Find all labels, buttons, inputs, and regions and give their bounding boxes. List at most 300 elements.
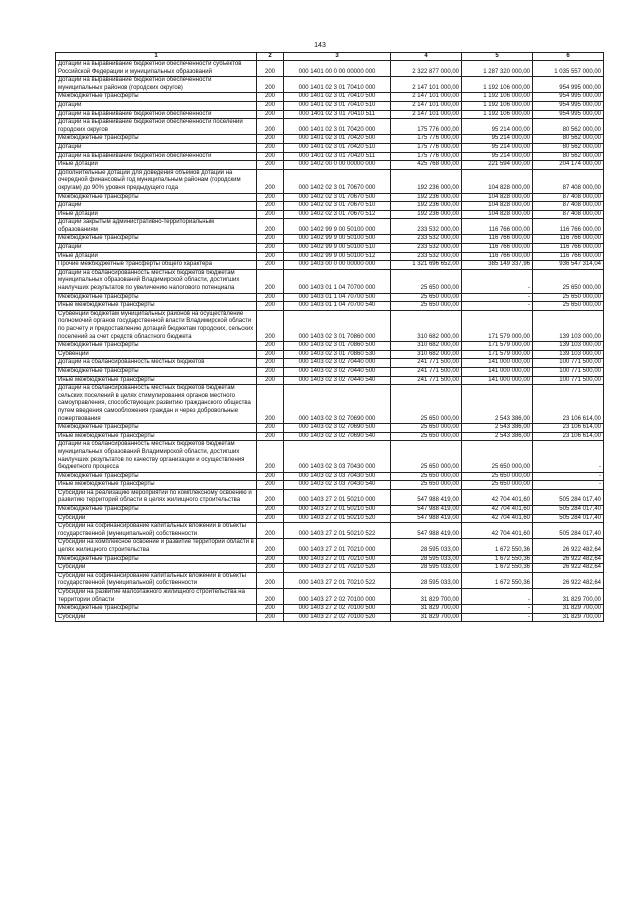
table-row (56, 261, 604, 270)
row-value-col5: 385 149 337,96 (462, 261, 533, 270)
row-name: Иные дотации (56, 210, 257, 219)
row-value-col6: 26 922 482,64 (533, 539, 604, 555)
row-value-col4: 547 988 419,00 (391, 514, 462, 523)
row-line-code: 200 (257, 506, 284, 515)
header-col-2: 2 (257, 53, 284, 61)
row-name: Межбюджетные трансферты (56, 193, 257, 202)
row-line-code: 200 (257, 613, 284, 622)
row-value-col6: 25 650 000,00 (533, 293, 604, 302)
row-value-col6: 80 562 000,00 (533, 143, 604, 152)
row-name: Субсидии на софинансирование капитальных вложений в объекты государственной (муниципальной) собственности (56, 523, 257, 539)
row-value-col5: 1 192 106 000,00 (462, 110, 533, 119)
row-line-code: 200 (257, 293, 284, 302)
row-value-col6: 31 829 700,00 (533, 589, 604, 605)
header-col-6: 6 (533, 53, 604, 61)
row-value-col5: 2 543 386,00 (462, 432, 533, 441)
row-value-col6: 23 106 614,00 (533, 432, 604, 441)
row-value-col6: 139 103 000,00 (533, 310, 604, 341)
row-value-col5: 1 672 550,36 (462, 564, 533, 573)
row-value-col6: 954 995 000,00 (533, 101, 604, 110)
row-line-code: 200 (257, 93, 284, 102)
row-value-col5: 141 000 000,00 (462, 359, 533, 368)
row-value-col5: 116 766 000,00 (462, 244, 533, 253)
row-line-code: 200 (257, 161, 284, 170)
row-value-col5: 2 543 386,00 (462, 385, 533, 424)
row-name: Межбюджетные трансферты (56, 93, 257, 102)
row-line-code: 200 (257, 110, 284, 119)
row-budget-code: 000 1401 02 3 01 70410 500 (284, 93, 391, 102)
row-name: Межбюджетные трансферты (56, 135, 257, 144)
row-line-code: 200 (257, 119, 284, 135)
row-line-code: 200 (257, 310, 284, 341)
row-value-col5: 95 214 000,00 (462, 152, 533, 161)
row-value-col6: 80 562 000,00 (533, 119, 604, 135)
table-row (56, 489, 604, 505)
table-row (56, 143, 604, 152)
row-value-col4: 25 650 000,00 (391, 385, 462, 424)
row-value-col5: 1 672 550,36 (462, 572, 533, 588)
row-value-col6: 31 829 700,00 (533, 605, 604, 614)
row-budget-code: 000 1403 02 3 03 70430 500 (284, 472, 391, 481)
row-line-code: 200 (257, 143, 284, 152)
row-value-col4: 31 829 700,00 (391, 589, 462, 605)
row-line-code: 200 (257, 359, 284, 368)
table-row (56, 293, 604, 302)
row-value-col6: 116 766 000,00 (533, 235, 604, 244)
row-value-col5: 104 828 000,00 (462, 202, 533, 211)
row-value-col6: 87 408 000,00 (533, 193, 604, 202)
table-row (56, 481, 604, 490)
row-budget-code: 000 1403 27 2 02 70100 520 (284, 613, 391, 622)
row-value-col4: 2 147 101 000,00 (391, 110, 462, 119)
row-name: Иные межбюджетные трансферты (56, 481, 257, 490)
row-value-col4: 25 650 000,00 (391, 481, 462, 490)
row-name: Дотации на сбалансированность местных бюджетов бюджетам сельских поселений в целях стимулирования органов местного самоуправления, способствующих развитию гражданского общества путем введения самообложения граждан и через добровольные пожертвования (56, 385, 257, 424)
row-budget-code: 000 1403 27 2 01 70210 522 (284, 572, 391, 588)
row-value-col4: 175 776 000,00 (391, 152, 462, 161)
row-budget-code: 000 1403 02 3 02 70690 540 (284, 432, 391, 441)
row-value-col4: 2 147 101 000,00 (391, 101, 462, 110)
row-name: Прочие межбюджетные трансферты общего характера (56, 261, 257, 270)
table-row (56, 472, 604, 481)
row-line-code: 200 (257, 605, 284, 614)
table-row (56, 589, 604, 605)
row-value-col6: 116 766 000,00 (533, 244, 604, 253)
table-row (56, 119, 604, 135)
row-line-code: 200 (257, 572, 284, 588)
row-value-col6: 87 408 000,00 (533, 210, 604, 219)
row-line-code: 200 (257, 539, 284, 555)
row-budget-code: 000 1402 02 3 01 70670 512 (284, 210, 391, 219)
row-value-col5: 116 766 000,00 (462, 252, 533, 261)
row-budget-code: 000 1403 02 3 02 70440 540 (284, 376, 391, 385)
table-row (56, 244, 604, 253)
row-line-code: 200 (257, 210, 284, 219)
row-name: Межбюджетные трансферты (56, 555, 257, 564)
table-row (56, 424, 604, 433)
row-name: Межбюджетные трансферты (56, 293, 257, 302)
row-value-col5: 95 214 000,00 (462, 135, 533, 144)
table-row (56, 572, 604, 588)
row-value-col4: 233 532 000,00 (391, 219, 462, 235)
row-budget-code: 000 1402 02 3 01 70670 000 (284, 169, 391, 193)
row-name: Межбюджетные трансферты (56, 367, 257, 376)
row-value-col5: 1 192 106 000,00 (462, 77, 533, 93)
table-row (56, 555, 604, 564)
row-budget-code: 000 1402 99 9 00 50100 512 (284, 252, 391, 261)
row-value-col5: 95 214 000,00 (462, 143, 533, 152)
row-value-col5: 25 650 000,00 (462, 441, 533, 472)
row-value-col6: 25 650 000,00 (533, 269, 604, 293)
row-value-col6: 139 103 000,00 (533, 350, 604, 359)
row-value-col4: 25 650 000,00 (391, 293, 462, 302)
row-value-col6: 23 106 614,00 (533, 385, 604, 424)
row-value-col5: - (462, 589, 533, 605)
row-name: Межбюджетные трансферты (56, 424, 257, 433)
row-line-code: 200 (257, 472, 284, 481)
row-budget-code: 000 1403 00 0 00 00000 000 (284, 261, 391, 270)
row-budget-code: 000 1402 99 9 00 50100 510 (284, 244, 391, 253)
table-row (56, 432, 604, 441)
row-name: Дотации на выравнивание бюджетной обеспеченности субъектов Российской Федерации и муниципальных образований (56, 61, 257, 77)
row-name: Дотации на сбалансированность местных бюджетов (56, 359, 257, 368)
row-name: Субвенции бюджетам муниципальных районов на осуществление полномочий органов государственной власти Владимирской области по расчету и предоставлению дотаций бюджетам городских, сельских поселений за счет средств областного бюджета (56, 310, 257, 341)
row-budget-code: 000 1403 27 2 02 70100 000 (284, 589, 391, 605)
table-row (56, 101, 604, 110)
row-value-col4: 241 771 500,00 (391, 367, 462, 376)
row-budget-code: 000 1403 27 2 01 50210 522 (284, 523, 391, 539)
row-value-col4: 28 595 033,00 (391, 564, 462, 573)
row-budget-code: 000 1401 02 3 01 70420 000 (284, 119, 391, 135)
row-value-col5: 104 828 000,00 (462, 193, 533, 202)
row-name: Дотации на сбалансированность местных бюджетов бюджетам муниципальных образований Владимирской области, достигших наилучших результатов по увеличению налогового потенциала (56, 269, 257, 293)
row-budget-code: 000 1403 27 2 02 70100 500 (284, 605, 391, 614)
row-value-col5: 42 704 401,60 (462, 506, 533, 515)
row-line-code: 200 (257, 589, 284, 605)
row-value-col4: 547 988 419,00 (391, 506, 462, 515)
row-line-code: 200 (257, 342, 284, 351)
row-value-col6: 139 103 000,00 (533, 342, 604, 351)
row-value-col4: 25 650 000,00 (391, 302, 462, 311)
row-value-col5: 171 579 000,00 (462, 310, 533, 341)
row-value-col6: 505 284 017,40 (533, 523, 604, 539)
row-line-code: 200 (257, 514, 284, 523)
table-row (56, 441, 604, 472)
row-name: Дотации (56, 143, 257, 152)
row-value-col5: 25 650 000,00 (462, 472, 533, 481)
budget-table (55, 52, 604, 622)
row-value-col4: 175 776 000,00 (391, 135, 462, 144)
row-value-col4: 31 829 700,00 (391, 613, 462, 622)
row-value-col6: - (533, 472, 604, 481)
row-name: Дотации (56, 101, 257, 110)
row-name: Межбюджетные трансферты (56, 472, 257, 481)
row-value-col6: 23 106 614,00 (533, 424, 604, 433)
header-col-4: 4 (391, 53, 462, 61)
row-value-col6: 100 771 500,00 (533, 376, 604, 385)
row-value-col5: 95 214 000,00 (462, 119, 533, 135)
table-row (56, 269, 604, 293)
row-budget-code: 000 1403 01 1 04 70700 500 (284, 293, 391, 302)
row-value-col6: 505 284 017,40 (533, 506, 604, 515)
row-value-col4: 192 236 000,00 (391, 193, 462, 202)
row-budget-code: 000 1403 27 2 01 70210 000 (284, 539, 391, 555)
row-value-col6: 505 284 017,40 (533, 489, 604, 505)
row-value-col5: 1 192 106 000,00 (462, 93, 533, 102)
row-name: Субсидии на развитие малоэтажного жилищного строительства на территории области (56, 589, 257, 605)
row-name: Субсидии (56, 514, 257, 523)
row-value-col4: 233 532 000,00 (391, 244, 462, 253)
table-row (56, 77, 604, 93)
row-value-col4: 310 682 000,00 (391, 310, 462, 341)
row-line-code: 200 (257, 252, 284, 261)
table-row (56, 235, 604, 244)
row-budget-code: 000 1403 02 3 02 70690 000 (284, 385, 391, 424)
row-name: Межбюджетные трансферты (56, 605, 257, 614)
row-name: Субсидии на комплексное освоение и развитие территорий области в целях жилищного строительства (56, 539, 257, 555)
row-value-col5: 171 579 000,00 (462, 350, 533, 359)
row-value-col4: 1 321 696 652,00 (391, 261, 462, 270)
table-row (56, 135, 604, 144)
row-line-code: 200 (257, 77, 284, 93)
row-value-col4: 28 595 033,00 (391, 555, 462, 564)
table-row (56, 539, 604, 555)
row-value-col4: 25 650 000,00 (391, 472, 462, 481)
row-name: Субвенции (56, 350, 257, 359)
row-line-code: 200 (257, 350, 284, 359)
table-row (56, 210, 604, 219)
row-value-col6: 505 284 017,40 (533, 514, 604, 523)
row-value-col5: - (462, 605, 533, 614)
row-name: Иные дотации (56, 252, 257, 261)
row-value-col6: 80 562 000,00 (533, 135, 604, 144)
row-value-col5: 116 766 000,00 (462, 235, 533, 244)
row-value-col4: 310 682 000,00 (391, 350, 462, 359)
row-name: Межбюджетные трансферты (56, 342, 257, 351)
row-line-code: 200 (257, 432, 284, 441)
row-value-col6: - (533, 481, 604, 490)
row-value-col6: - (533, 441, 604, 472)
row-value-col4: 2 147 101 000,00 (391, 77, 462, 93)
row-value-col6: 26 922 482,64 (533, 555, 604, 564)
row-name: Субсидии на реализацию мероприятий по комплексному освоению и развитию территорий области в целях жилищного строительства (56, 489, 257, 505)
row-value-col5: - (462, 302, 533, 311)
row-line-code: 200 (257, 219, 284, 235)
row-name: Дотации на сбалансированность местных бюджетов бюджетам муниципальных образований Владимирской области, достигших наилучших результатов по качеству организации и осуществления бюджетного процесса (56, 441, 257, 472)
row-value-col4: 547 988 419,00 (391, 489, 462, 505)
row-budget-code: 000 1401 02 3 01 70420 500 (284, 135, 391, 144)
row-line-code: 200 (257, 135, 284, 144)
table-row (56, 61, 604, 77)
row-budget-code: 000 1403 27 2 01 50210 000 (284, 489, 391, 505)
row-budget-code: 000 1403 02 3 03 70430 000 (284, 441, 391, 472)
table-body (56, 61, 604, 622)
row-value-col4: 2 147 101 000,00 (391, 93, 462, 102)
row-value-col4: 28 595 033,00 (391, 539, 462, 555)
table-row (56, 219, 604, 235)
row-value-col6: 954 995 000,00 (533, 77, 604, 93)
header-col-1: 1 (56, 53, 257, 61)
table-row (56, 152, 604, 161)
row-value-col6: 204 174 000,00 (533, 161, 604, 170)
row-name: Межбюджетные трансферты (56, 235, 257, 244)
row-value-col4: 25 650 000,00 (391, 432, 462, 441)
row-value-col4: 175 776 000,00 (391, 119, 462, 135)
row-value-col4: 25 650 000,00 (391, 441, 462, 472)
row-value-col5: 1 287 320 000,00 (462, 61, 533, 77)
row-line-code: 200 (257, 564, 284, 573)
row-value-col4: 192 236 000,00 (391, 202, 462, 211)
row-line-code: 200 (257, 481, 284, 490)
row-value-col4: 425 768 000,00 (391, 161, 462, 170)
row-name: Дотации на выравнивание бюджетной обеспеченности (56, 152, 257, 161)
row-value-col5: 221 594 000,00 (462, 161, 533, 170)
row-value-col4: 28 595 033,00 (391, 572, 462, 588)
table-row (56, 376, 604, 385)
table-row (56, 359, 604, 368)
row-value-col5: - (462, 269, 533, 293)
row-value-col4: 25 650 000,00 (391, 424, 462, 433)
row-value-col4: 233 532 000,00 (391, 252, 462, 261)
row-line-code: 200 (257, 152, 284, 161)
row-value-col4: 310 682 000,00 (391, 342, 462, 351)
row-value-col5: - (462, 293, 533, 302)
row-value-col6: 26 922 482,64 (533, 572, 604, 588)
table-row (56, 252, 604, 261)
row-value-col4: 192 236 000,00 (391, 169, 462, 193)
row-value-col6: 87 408 000,00 (533, 169, 604, 193)
row-budget-code: 000 1403 01 1 04 70700 000 (284, 269, 391, 293)
table-row (56, 523, 604, 539)
row-name: Субсидии (56, 613, 257, 622)
table-row (56, 193, 604, 202)
row-value-col6: 31 829 700,00 (533, 613, 604, 622)
row-value-col4: 25 650 000,00 (391, 269, 462, 293)
header-row (56, 53, 604, 61)
row-budget-code: 000 1402 00 0 00 00000 000 (284, 161, 391, 170)
table-row (56, 564, 604, 573)
row-name: Дотации (56, 202, 257, 211)
row-line-code: 200 (257, 302, 284, 311)
row-value-col5: 42 704 401,60 (462, 514, 533, 523)
row-value-col6: 25 650 000,00 (533, 302, 604, 311)
row-value-col5: 171 579 000,00 (462, 342, 533, 351)
row-value-col5: 25 650 000,00 (462, 481, 533, 490)
row-line-code: 200 (257, 424, 284, 433)
row-name: Иные межбюджетные трансферты (56, 432, 257, 441)
row-budget-code: 000 1403 02 3 02 70440 000 (284, 359, 391, 368)
row-value-col4: 2 322 877 000,00 (391, 61, 462, 77)
row-value-col6: 100 771 500,00 (533, 359, 604, 368)
row-value-col5: 104 828 000,00 (462, 169, 533, 193)
table-row (56, 506, 604, 515)
row-budget-code: 000 1401 02 3 01 70420 511 (284, 152, 391, 161)
row-budget-code: 000 1403 27 2 01 70210 500 (284, 555, 391, 564)
table-row (56, 169, 604, 193)
row-value-col5: 104 828 000,00 (462, 210, 533, 219)
row-name: Субсидии (56, 564, 257, 573)
row-value-col4: 241 771 500,00 (391, 376, 462, 385)
row-line-code: 200 (257, 269, 284, 293)
row-value-col6: 26 922 482,64 (533, 564, 604, 573)
table-row (56, 605, 604, 614)
row-name: Субсидии на софинансирование капитальных вложений в объекты государственной (муниципальной) собственности (56, 572, 257, 588)
row-value-col5: 116 766 000,00 (462, 219, 533, 235)
table-row (56, 302, 604, 311)
row-budget-code: 000 1403 02 3 02 70690 500 (284, 424, 391, 433)
row-line-code: 200 (257, 441, 284, 472)
row-line-code: 200 (257, 261, 284, 270)
row-budget-code: 000 1403 27 2 01 50210 500 (284, 506, 391, 515)
page-number: 143 (314, 42, 326, 49)
row-budget-code: 000 1402 02 3 01 70670 500 (284, 193, 391, 202)
row-value-col6: 80 562 000,00 (533, 152, 604, 161)
row-line-code: 200 (257, 61, 284, 77)
row-budget-code: 000 1401 02 3 01 70410 000 (284, 77, 391, 93)
row-value-col4: 547 988 419,00 (391, 523, 462, 539)
row-value-col5: 42 704 401,60 (462, 489, 533, 505)
row-name: Иные дотации (56, 161, 257, 170)
header-col-5: 5 (462, 53, 533, 61)
row-line-code: 200 (257, 193, 284, 202)
row-value-col5: 1 672 550,36 (462, 555, 533, 564)
row-budget-code: 000 1402 99 9 00 50100 000 (284, 219, 391, 235)
row-name: Дотации (56, 244, 257, 253)
row-budget-code: 000 1403 02 3 02 70440 500 (284, 367, 391, 376)
table-header (56, 53, 604, 61)
table-row (56, 367, 604, 376)
row-name: Межбюджетные трансферты (56, 506, 257, 515)
row-budget-code: 000 1403 01 1 04 70700 540 (284, 302, 391, 311)
table-row (56, 93, 604, 102)
row-budget-code: 000 1403 02 3 01 70860 530 (284, 350, 391, 359)
row-line-code: 200 (257, 385, 284, 424)
table-row (56, 514, 604, 523)
table-row (56, 110, 604, 119)
row-name: Дополнительные дотации для доведения объемов дотаций на очередной финансовый год муниципальным районам (городским округам) до 90% уровня предыдущего года (56, 169, 257, 193)
row-name: Дотации закрытым административно-территориальным образованиям (56, 219, 257, 235)
row-value-col5: 1 192 106 000,00 (462, 101, 533, 110)
row-value-col6: 954 995 000,00 (533, 93, 604, 102)
row-budget-code: 000 1403 27 2 01 50210 520 (284, 514, 391, 523)
row-line-code: 200 (257, 244, 284, 253)
row-budget-code: 000 1402 99 9 00 50100 500 (284, 235, 391, 244)
row-value-col5: 1 672 550,36 (462, 539, 533, 555)
row-line-code: 200 (257, 367, 284, 376)
row-budget-code: 000 1401 02 3 01 70410 511 (284, 110, 391, 119)
row-budget-code: 000 1401 02 3 01 70420 510 (284, 143, 391, 152)
row-budget-code: 000 1403 02 3 03 70430 540 (284, 481, 391, 490)
table-row (56, 310, 604, 341)
row-budget-code: 000 1401 02 3 01 70410 510 (284, 101, 391, 110)
row-line-code: 200 (257, 235, 284, 244)
row-value-col6: 954 995 000,00 (533, 110, 604, 119)
row-value-col6: 116 766 000,00 (533, 252, 604, 261)
row-line-code: 200 (257, 376, 284, 385)
row-value-col5: 141 000 000,00 (462, 367, 533, 376)
table-row (56, 350, 604, 359)
row-line-code: 200 (257, 523, 284, 539)
header-col-3: 3 (284, 53, 391, 61)
row-name: Дотации на выравнивание бюджетной обеспеченности поселений городских округов (56, 119, 257, 135)
table-row (56, 161, 604, 170)
table-row (56, 385, 604, 424)
row-value-col4: 31 829 700,00 (391, 605, 462, 614)
row-value-col5: 42 704 401,60 (462, 523, 533, 539)
row-value-col5: 2 543 386,00 (462, 424, 533, 433)
row-budget-code: 000 1403 02 3 01 70860 000 (284, 310, 391, 341)
row-value-col6: 116 766 000,00 (533, 219, 604, 235)
